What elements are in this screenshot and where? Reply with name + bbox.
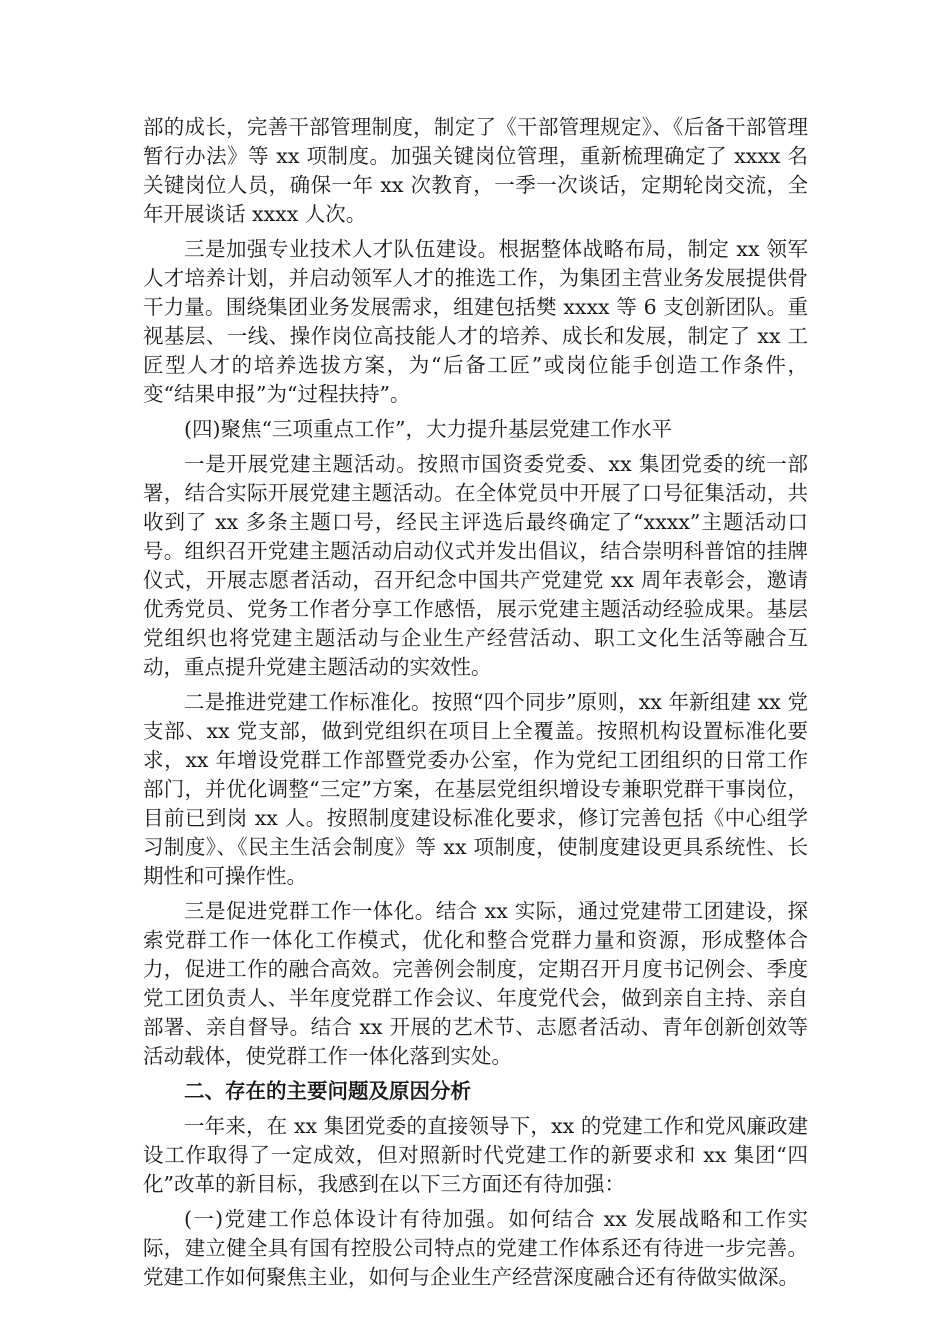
subsection-heading-four: (四)聚焦“三项重点工作”，大力提升基层党建工作水平 <box>184 417 672 441</box>
paragraph-integration: 三是促进党群工作一体化。结合 xx 实际，通过党建带工团建设，探索党群工作一体化工作模式，优化和整合党群力量和资源，形成整体合力，促进工作的融合高效。完善例会制度，定期召开月度书记例会、季度党工团负责人、半年度党群工作会议、年度党代会，做到亲自主持、亲自部署、亲自督导。结合 xx 开展的艺术节、志愿者活动、青年创新创效等活动载体，使党群工作一体化落到实处。 <box>143 899 808 1068</box>
section-heading-problems: 二、存在的主要问题及原因分析 <box>184 1079 471 1103</box>
paragraph-cadre-management: 部的成长，完善干部管理制度，制定了《干部管理规定》、《后备干部管理暂行办法》等 xx 项制度。加强关键岗位管理，重新梳理确定了 xxxx 名关键岗位人员，确保一年 xx 次教育，一季一次谈话，定期轮岗交流，全年开展谈话 xxxx 人次。 <box>143 115 808 226</box>
document-page <box>143 113 808 1298</box>
paragraph-talent-team: 三是加强专业技术人才队伍建设。根据整体战略布局，制定 xx 领军人才培养计划，并启动领军人才的推选工作，为集团主营业务发展提供骨干力量。围绕集团业务发展需求，组建包括樊 xxxx 等 6 支创新团队。重视基层、一线、操作岗位高技能人才的培养、成长和发展，制定了 xx 工匠型人才的培养选拔方案，为“后备工匠”或岗位能手创造工作条件，变“结果申报”为“过程扶持”。 <box>143 237 808 406</box>
paragraph-overview: 一年来，在 xx 集团党委的直接领导下，xx 的党建工作和党风廉政建设工作取得了一定成效，但对照新时代党建工作的新要求和 xx 集团“四化”改革的新目标，我感到在以下三方面还有待加强： <box>143 1114 808 1196</box>
paragraph-standardization: 二是推进党建工作标准化。按照“四个同步”原则，xx 年新组建 xx 党支部、xx 党支部，做到党组织在项目上全覆盖。按照机构设置标准化要求，xx 年增设党群工作部暨党委办公室，作为党纪工团组织的日常工作部门，并优化调整“三定”方案，在基层党组织增设专兼职党群干事岗位，目前已到岗 xx 人。按照制度建设标准化要求，修订完善包括《中心组学习制度》、《民主生活会制度》等 xx 项制度，使制度建设更具系统性、长期性和可操作性。 <box>143 690 808 888</box>
paragraph-theme-activities: 一是开展党建主题活动。按照市国资委党委、xx 集团党委的统一部署，结合实际开展党建主题活动。在全体党员中开展了口号征集活动，共收到了 xx 多条主题口号，经民主评选后最终确定了“xxxx”主题活动口号。组织召开党建主题活动启动仪式并发出倡议，结合崇明科普馆的挂牌仪式，开展志愿者活动，召开纪念中国共产党建党 xx 周年表彰会，邀请优秀党员、党务工作者分享工作感悟，展示党建主题活动经验成果。基层党组织也将党建主题活动与企业生产经营活动、职工文化生活等融合互动，重点提升党建主题活动的实效性。 <box>143 452 808 679</box>
paragraph-overall-design: (一)党建工作总体设计有待加强。如何结合 xx 发展战略和工作实际，建立健全具有国有控股公司特点的党建工作体系还有待进一步完善。党建工作如何聚焦主业，如何与企业生产经营深度融合还有待做实做深。 <box>143 1207 808 1289</box>
